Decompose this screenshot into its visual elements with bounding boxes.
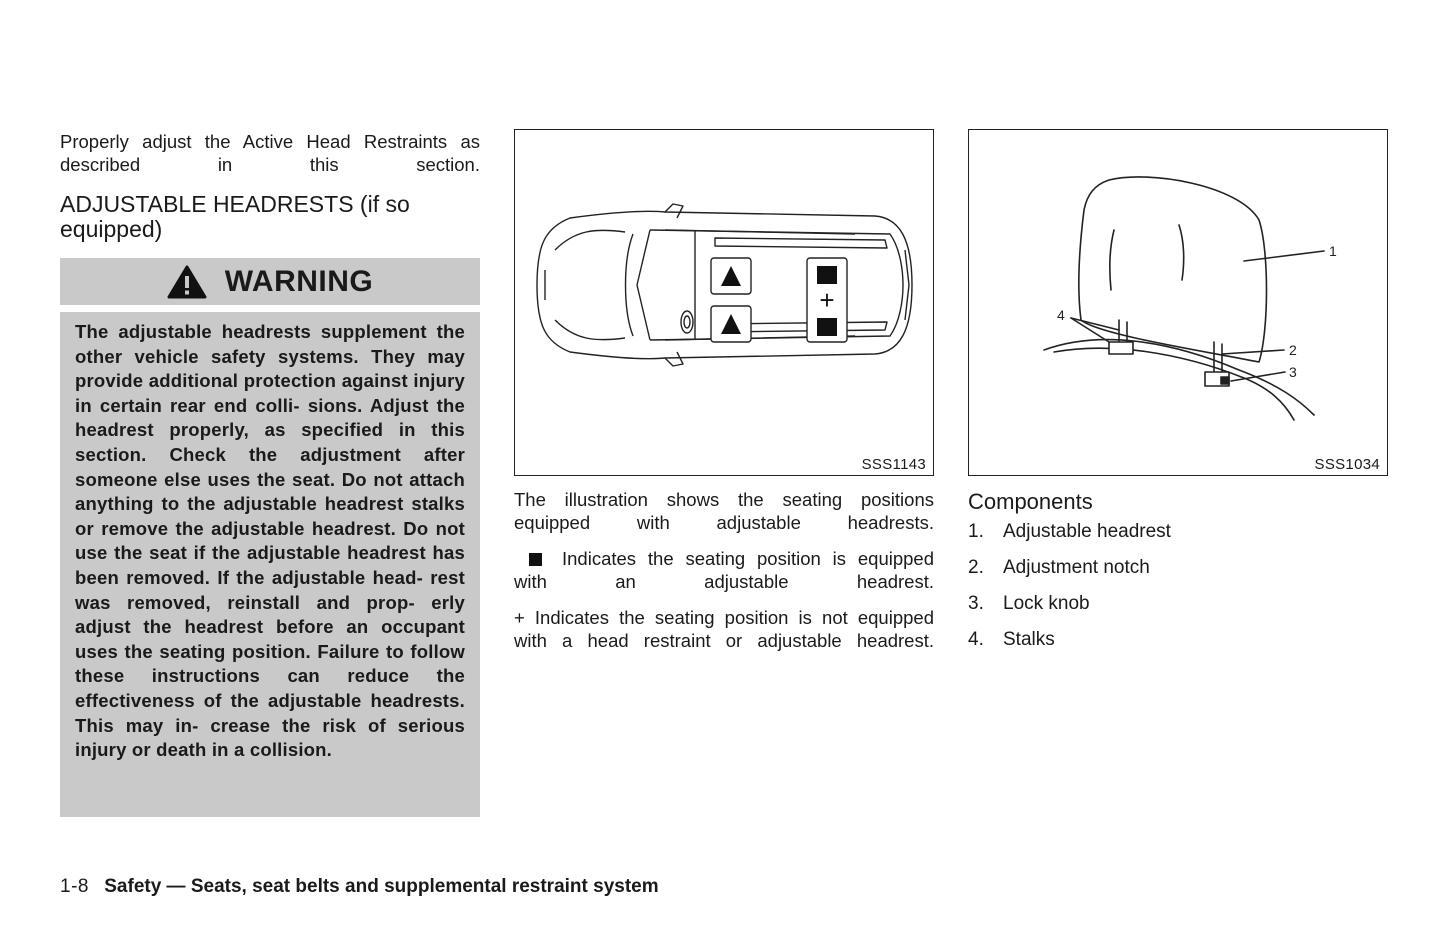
callout-2: 2 <box>1289 342 1297 358</box>
page-footer <box>60 876 659 898</box>
warning-label: WARNING <box>224 264 374 298</box>
list-item-label: Adjustable headrest <box>1003 521 1171 542</box>
rear-middle-plus-symbol: + <box>819 285 835 315</box>
figure-code-sss1143: SSS1143 <box>861 456 926 473</box>
list-item-number: 1. <box>968 521 984 542</box>
plus-note: + Indicates the seating position is not equipped with a head restraint or adjustable headrest. <box>514 607 934 651</box>
seating-positions-figure <box>514 129 934 476</box>
figure-code-sss1034: SSS1034 <box>1314 456 1380 473</box>
callout-1: 1 <box>1329 243 1337 259</box>
intro-paragraph: Properly adjust the Active Head Restraints as described in this section. <box>60 131 480 175</box>
list-item <box>968 592 1090 616</box>
page-number: 1-8 <box>60 876 89 897</box>
footer-title: Safety — Seats, seat belts and supplemental restraint system <box>104 876 659 897</box>
list-item <box>968 520 1171 544</box>
list-item-number: 3. <box>968 593 984 614</box>
list-item-number: 4. <box>968 629 984 650</box>
vehicle-top-view-illustration <box>515 130 932 474</box>
warning-triangle-icon <box>167 265 207 299</box>
warning-text: The adjustable headrests supplement the other vehicle safety systems. They may provide additional protection against injury in certain rear end colli- sions. Adjust the headrest properly, as specified in this section. Check the adjustment after someone else uses the seat. Do not attach anything to the adjustable headrest stalks or remove the adjustable headrest. Do not use the seat if the adjustable headrest has been removed. If the adjustable head- rest was removed, reinstall and prop- erly adjust the headrest before an occupant uses the seating position. Failure to follow these instructions can reduce the effectiveness of the adjustable headrests. This may in- crease the risk of serious injury or death in a collision. <box>75 321 465 761</box>
section-heading: ADJUSTABLE HEADRESTS (if so equipped) <box>60 191 410 242</box>
list-item-label: Stalks <box>1003 629 1055 650</box>
headrest-components-figure <box>968 129 1388 476</box>
warning-header <box>60 258 480 305</box>
headrest-illustration <box>969 130 1386 474</box>
filled-square-icon <box>529 553 542 566</box>
list-item-label: Adjustment notch <box>1003 557 1150 578</box>
list-item <box>968 628 1055 652</box>
figure-caption: The illustration shows the seating positions equipped with adjustable headrests. <box>514 489 934 533</box>
callout-3: 3 <box>1289 364 1297 380</box>
callout-4: 4 <box>1057 307 1065 323</box>
warning-body <box>60 312 480 817</box>
list-item-number: 2. <box>968 557 984 578</box>
list-item <box>968 556 1150 580</box>
front-seat-markers <box>711 258 751 342</box>
square-note-text: Indicates the seating position is equipped with an adjustable headrest. <box>514 548 934 592</box>
square-note-paragraph <box>514 548 934 593</box>
list-item-label: Lock knob <box>1003 593 1090 614</box>
components-heading: Components <box>968 489 1093 514</box>
